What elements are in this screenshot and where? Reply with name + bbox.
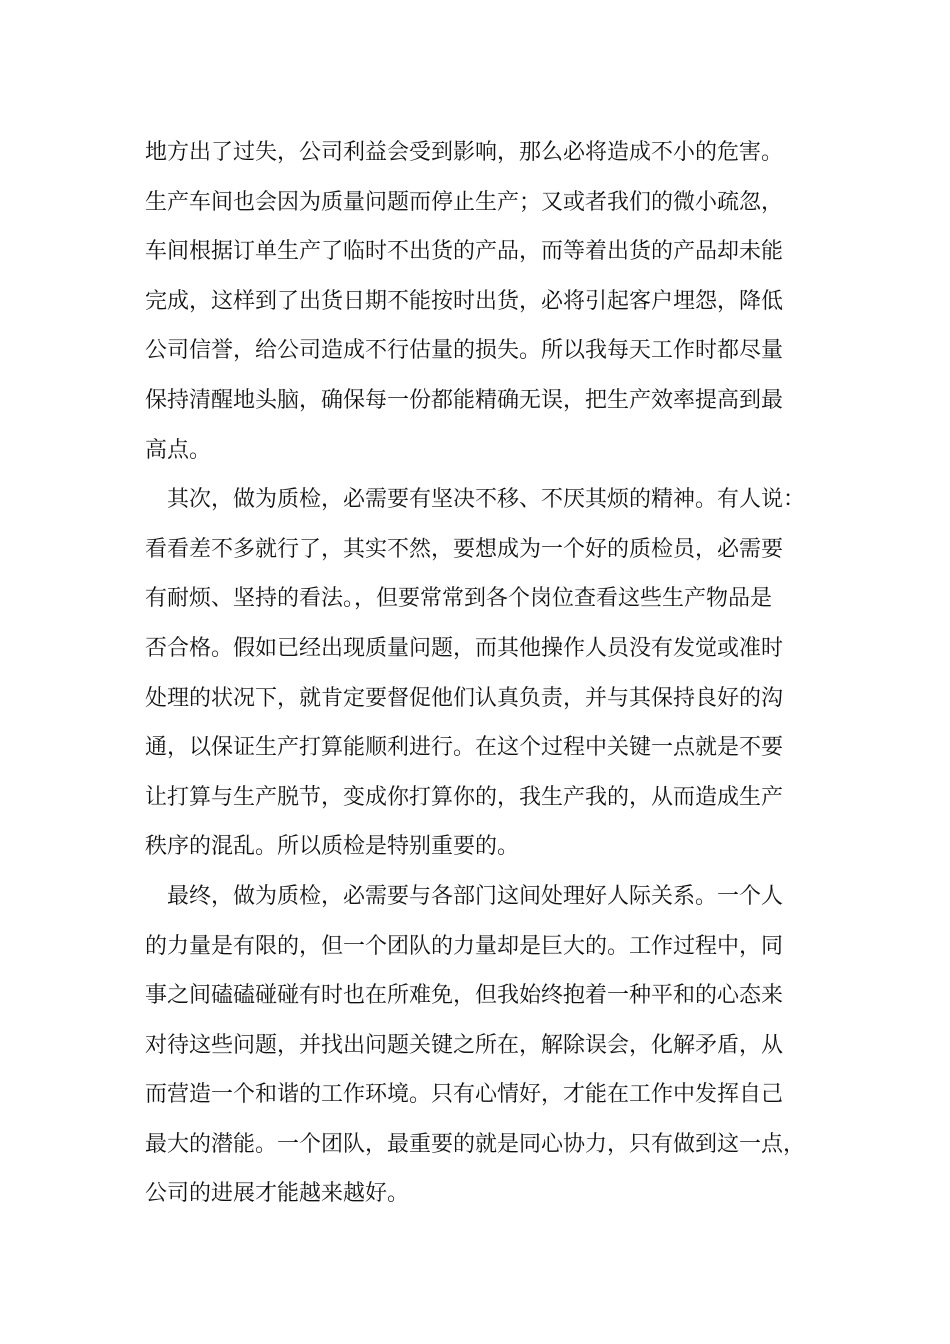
text-line: 通，以保证生产打算能顺利进行。在这个过程中关键一点就是不要 <box>145 735 784 761</box>
text-line: 对待这些问题，并找出问题关键之所在，解除误会，化解矛盾，从 <box>145 1032 784 1058</box>
text-line: 其次，做为质检，必需要有坚决不移、不厌其烦的精神。有人说： <box>167 487 806 513</box>
text-line: 最大的潜能。一个团队，最重要的就是同心协力，只有做到这一点， <box>145 1131 806 1157</box>
text-line: 处理的状况下，就肯定要督促他们认真负责，并与其保持良好的沟 <box>145 685 784 711</box>
text-line: 让打算与生产脱节，变成你打算你的，我生产我的，从而造成生产 <box>145 784 784 810</box>
text-line: 保持清醒地头脑，确保每一份都能精确无误，把生产效率提高到最 <box>145 387 784 413</box>
text-line: 秩序的混乱。所以质检是特别重要的。 <box>145 834 520 860</box>
text-line: 而营造一个和谐的工作环境。只有心情好，才能在工作中发挥自己 <box>145 1082 784 1108</box>
text-line: 生产车间也会因为质量问题而停止生产；又或者我们的微小疏忽， <box>145 189 784 215</box>
text-line: 高点。 <box>145 437 212 463</box>
text-line: 有耐烦、坚持的看法。，但要常常到各个岗位查看这些生产物品是 <box>145 586 773 612</box>
text-line: 完成，这样到了出货日期不能按时出货，必将引起客户埋怨，降低 <box>145 288 784 314</box>
text-line: 否合格。假如已经出现质量问题，而其他操作人员没有发觉或准时 <box>145 635 784 661</box>
text-line: 的力量是有限的，但一个团队的力量却是巨大的。工作过程中，同 <box>145 933 784 959</box>
body-text <box>145 128 830 1219</box>
text-line: 最终，做为质检，必需要与各部门这间处理好人际关系。一个人 <box>167 883 784 909</box>
text-line: 公司的进展才能越来越好。 <box>145 1181 410 1207</box>
text-line: 地方出了过失，公司利益会受到影响，那么必将造成不小的危害。 <box>145 140 784 165</box>
text-line: 车间根据订单生产了临时不出货的产品，而等着出货的产品却未能 <box>145 239 784 265</box>
text-line: 事之间磕磕碰碰有时也在所难免，但我始终抱着一种平和的心态来 <box>145 983 784 1009</box>
text-line: 看看差不多就行了，其实不然，要想成为一个好的质检员，必需要 <box>145 536 784 562</box>
text-line: 公司信誉，给公司造成不行估量的损失。所以我每天工作时都尽量 <box>145 338 784 364</box>
